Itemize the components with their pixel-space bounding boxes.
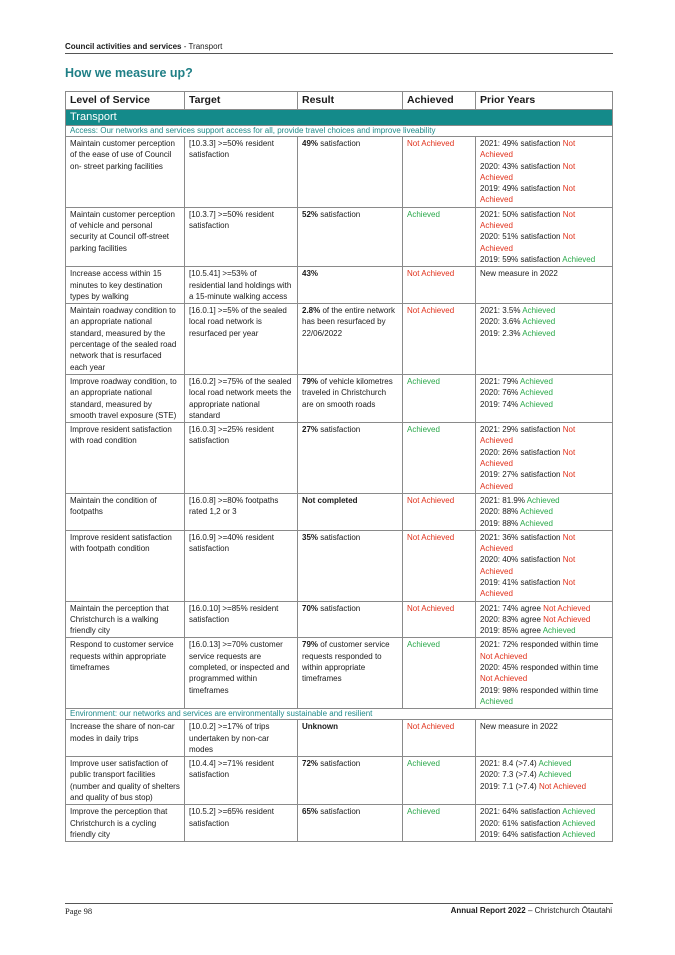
prior-year-text: 2019: 88% — [480, 518, 521, 528]
cell-target: [10.5.2] >=65% resident satisfaction — [185, 805, 298, 842]
achieved-status: Not Achieved — [407, 306, 455, 316]
prior-year-status: Achieved — [562, 807, 596, 817]
cell-level-of-service: Maintain customer perception of the ease of use of Council on- street parking facilities — [66, 137, 185, 208]
prior-year-line — [480, 268, 608, 279]
prior-year-text: 2021: 72% responded within time — [480, 640, 599, 650]
table-row — [66, 720, 613, 757]
prior-year-status: Not Achieved — [480, 184, 576, 205]
result-text: satisfaction — [318, 209, 361, 219]
prior-year-text: 2019: 27% satisfaction — [480, 470, 563, 480]
result-text: of customer service requests responded to within appropriate timeframes — [302, 640, 390, 684]
footer-place: Christchurch Ōtautahi — [534, 906, 612, 915]
cell-level-of-service: Maintain the condition of footpaths — [66, 493, 185, 530]
achieved-status: Not Achieved — [407, 722, 455, 732]
cell-level-of-service: Increase the share of non-car modes in daily trips — [66, 720, 185, 757]
prior-year-text: 2021: 81.9% — [480, 495, 527, 505]
table-row — [66, 137, 613, 208]
header-divider — [65, 53, 613, 54]
cell-target: [16.0.10] >=85% resident satisfaction — [185, 601, 298, 638]
table-row — [66, 304, 613, 375]
prior-year-text: 2021: 64% satisfaction — [480, 807, 563, 817]
prior-year-text: 2020: 45% responded within time — [480, 663, 599, 673]
prior-year-status: Not Achieved — [480, 232, 576, 253]
cell-achieved — [403, 137, 476, 208]
prior-year-text: 2019: 85% agree — [480, 626, 543, 636]
prior-year-line — [480, 532, 608, 555]
prior-year-text: 2019: 7.1 (>7.4) — [480, 781, 539, 791]
prior-year-line — [480, 518, 608, 529]
cell-result — [298, 805, 403, 842]
prior-year-line — [480, 625, 608, 636]
cell-level-of-service: Improve the perception that Christchurch is a cycling friendly city — [66, 805, 185, 842]
cell-achieved — [403, 374, 476, 422]
footer-separator: – — [525, 906, 535, 915]
cell-result — [298, 207, 403, 266]
prior-year-text: 2020: 76% — [480, 388, 521, 398]
prior-year-text: 2021: 79% — [480, 376, 521, 386]
table-row — [66, 530, 613, 601]
result-value: 43% — [302, 269, 319, 279]
group-heading: Environment: our networks and services are environmentally sustainable and resilient — [66, 709, 613, 720]
achieved-status: Achieved — [407, 209, 440, 219]
prior-year-text: 2019: 98% responded within time — [480, 685, 599, 695]
table-row — [66, 638, 613, 709]
running-header — [65, 42, 612, 51]
prior-year-line — [480, 305, 608, 316]
cell-target: [16.0.1] >=5% of the sealed local road network is resurfaced per year — [185, 304, 298, 375]
cell-target: [10.0.2] >=17% of trips undertaken by non-car modes — [185, 720, 298, 757]
prior-year-status: Not Achieved — [480, 447, 576, 469]
prior-year-text: 2020: 61% satisfaction — [480, 818, 563, 828]
cell-target: [16.0.3] >=25% resident satisfaction — [185, 423, 298, 494]
prior-year-line — [480, 781, 608, 792]
cell-level-of-service: Maintain roadway condition to an appropriate national standard, measured by the percentage of the sealed road network that is resurfaced each year — [66, 304, 185, 375]
group-heading-row — [66, 126, 613, 137]
cell-prior-years — [476, 757, 613, 805]
cell-prior-years — [476, 374, 613, 422]
prior-year-text: New measure in 2022 — [480, 269, 558, 279]
cell-prior-years — [476, 638, 613, 709]
prior-year-status: Achieved — [520, 507, 553, 517]
prior-year-status: Achieved — [542, 626, 576, 636]
cell-achieved — [403, 493, 476, 530]
cell-level-of-service: Improve user satisfaction of public transport facilities (number and quality of shelters and quality of bus stop) — [66, 757, 185, 805]
prior-year-text: 2021: 74% agree — [480, 603, 544, 613]
cell-result — [298, 720, 403, 757]
achieved-status: Achieved — [407, 425, 440, 435]
cell-target: [10.3.3] >=50% resident satisfaction — [185, 137, 298, 208]
prior-year-status: Achieved — [520, 376, 553, 386]
table-row — [66, 207, 613, 266]
cell-prior-years — [476, 267, 613, 304]
prior-year-status: Achieved — [538, 770, 572, 780]
cell-prior-years — [476, 304, 613, 375]
table-row — [66, 601, 613, 638]
cell-level-of-service: Respond to customer service requests within appropriate timeframes — [66, 638, 185, 709]
table-row — [66, 493, 613, 530]
prior-year-status: Achieved — [526, 495, 560, 505]
prior-year-text: 2020: 51% satisfaction — [480, 232, 563, 242]
col-header-prior-years: Prior Years — [476, 92, 613, 110]
prior-year-text: 2021: 8.4 (>7.4) — [480, 759, 539, 769]
prior-year-line — [480, 614, 608, 625]
result-text: of vehicle kilometres traveled in Christchurch are on smooth roads — [302, 376, 393, 409]
result-value: 79% — [302, 376, 319, 386]
cell-prior-years — [476, 805, 613, 842]
prior-year-status: Achieved — [522, 317, 556, 327]
prior-year-line — [480, 376, 608, 387]
col-header-level-of-service: Level of Service — [66, 92, 185, 110]
prior-year-line — [480, 769, 608, 780]
prior-year-line — [480, 447, 608, 470]
cell-target: [16.0.8] >=80% footpaths rated 1,2 or 3 — [185, 493, 298, 530]
prior-year-status: Achieved — [562, 829, 596, 839]
cell-level-of-service: Maintain customer perception of vehicle and personal security at Council off-street parking facilities — [66, 207, 185, 266]
prior-year-status: Achieved — [522, 306, 556, 316]
prior-year-line — [480, 639, 608, 662]
result-text: satisfaction — [318, 603, 361, 613]
cell-level-of-service: Maintain the perception that Christchurch is a walking friendly city — [66, 601, 185, 638]
result-value: Not completed — [302, 495, 358, 505]
achieved-status: Not Achieved — [407, 269, 455, 279]
prior-year-text: 2019: 2.3% — [480, 328, 523, 338]
col-header-achieved: Achieved — [403, 92, 476, 110]
prior-year-line — [480, 506, 608, 517]
cell-prior-years — [476, 423, 613, 494]
result-value: 2.8% — [302, 306, 321, 316]
prior-year-line — [480, 603, 608, 614]
group-heading: Access: Our networks and services support access for all, provide travel choices and improve liveability — [66, 126, 613, 137]
prior-year-line — [480, 387, 608, 398]
cell-target: [10.5.41] >=53% of residential land holdings with a 15-minute walking access — [185, 267, 298, 304]
cell-level-of-service: Increase access within 15 minutes to key destination types by walking — [66, 267, 185, 304]
footer-report: Annual Report 2022 — [450, 906, 526, 915]
prior-year-status: Achieved — [538, 759, 572, 769]
cell-result — [298, 601, 403, 638]
cell-achieved — [403, 601, 476, 638]
prior-year-status: Not Achieved — [480, 425, 576, 446]
achieved-status: Achieved — [407, 376, 440, 386]
achieved-status: Achieved — [407, 640, 440, 650]
cell-achieved — [403, 207, 476, 266]
cell-achieved — [403, 267, 476, 304]
prior-year-text: 2019: 64% satisfaction — [480, 829, 563, 839]
result-value: 72% — [302, 759, 319, 769]
cell-target: [16.0.13] >=70% customer service requests are completed, or inspected and programmed within timeframes — [185, 638, 298, 709]
prior-year-status: Not Achieved — [480, 555, 576, 576]
prior-year-status: Not Achieved — [543, 603, 591, 613]
prior-year-text: 2020: 40% satisfaction — [480, 555, 563, 565]
result-value: 52% — [302, 209, 319, 219]
prior-year-text: 2020: 43% satisfaction — [480, 161, 563, 171]
prior-year-status: Achieved — [562, 818, 596, 828]
cell-achieved — [403, 805, 476, 842]
prior-year-line — [480, 183, 608, 206]
prior-year-text: 2021: 3.5% — [480, 306, 523, 316]
cell-achieved — [403, 530, 476, 601]
table-header-row — [66, 92, 613, 110]
prior-year-line — [480, 138, 608, 161]
result-value: 49% — [302, 139, 319, 148]
result-value: 70% — [302, 603, 319, 613]
header-section: Council activities and services — [65, 42, 182, 51]
prior-year-text: 2019: 41% satisfaction — [480, 577, 563, 587]
cell-achieved — [403, 423, 476, 494]
cell-prior-years — [476, 207, 613, 266]
footer-report-title — [451, 906, 612, 915]
prior-year-status: Not Achieved — [480, 209, 576, 231]
cell-result — [298, 493, 403, 530]
achieved-status: Not Achieved — [407, 532, 455, 542]
table-row — [66, 423, 613, 494]
prior-year-text: 2020: 7.3 (>7.4) — [480, 770, 539, 780]
prior-year-text: 2019: 59% satisfaction — [480, 254, 563, 264]
prior-year-line — [480, 399, 608, 410]
result-value: 27% — [302, 425, 319, 435]
prior-year-text: 2019: 49% satisfaction — [480, 184, 563, 194]
group-heading-row — [66, 709, 613, 720]
achieved-status: Achieved — [407, 759, 440, 769]
cell-prior-years — [476, 530, 613, 601]
cell-achieved — [403, 757, 476, 805]
prior-year-line — [480, 316, 608, 327]
result-text: of the entire network has been resurfaced by 22/06/2022 — [302, 306, 395, 338]
prior-year-text: 2021: 49% satisfaction — [480, 139, 563, 148]
result-text: satisfaction — [318, 425, 361, 435]
result-value: Unknown — [302, 722, 338, 732]
prior-year-status: Not Achieved — [480, 577, 576, 599]
prior-year-status: Not Achieved — [480, 470, 576, 491]
prior-year-line — [480, 829, 608, 840]
prior-year-status: Achieved — [520, 399, 553, 409]
cell-result — [298, 137, 403, 208]
prior-year-line — [480, 662, 608, 685]
prior-year-status: Achieved — [520, 388, 553, 398]
cell-result — [298, 267, 403, 304]
cell-level-of-service: Improve resident satisfaction with road condition — [66, 423, 185, 494]
cell-target: [10.4.4] >=71% resident satisfaction — [185, 757, 298, 805]
cell-target: [16.0.2] >=75% of the sealed local road network meets the appropriate national standard — [185, 374, 298, 422]
prior-year-status: Not Achieved — [480, 532, 576, 554]
prior-year-text: 2021: 50% satisfaction — [480, 209, 563, 219]
cell-result — [298, 304, 403, 375]
category-band: Transport — [66, 110, 613, 126]
measures-table — [65, 91, 613, 842]
prior-year-status: Achieved — [520, 518, 553, 528]
prior-year-status: Not Achieved — [480, 674, 528, 684]
prior-year-line — [480, 685, 608, 708]
cell-result — [298, 638, 403, 709]
table-row — [66, 374, 613, 422]
prior-year-line — [480, 254, 608, 265]
achieved-status: Not Achieved — [407, 603, 455, 613]
cell-target: [16.0.9] >=40% resident satisfaction — [185, 530, 298, 601]
section-title: How we measure up? — [65, 66, 193, 80]
prior-year-line — [480, 161, 608, 184]
cell-level-of-service: Improve resident satisfaction with footpath condition — [66, 530, 185, 601]
prior-year-status: Not Achieved — [480, 161, 576, 182]
prior-year-line — [480, 806, 608, 817]
prior-year-status: Achieved — [480, 696, 513, 706]
prior-year-status: Not Achieved — [480, 139, 576, 160]
prior-year-text: 2020: 3.6% — [480, 317, 523, 327]
prior-year-text: 2021: 29% satisfaction — [480, 425, 563, 435]
prior-year-line — [480, 469, 608, 492]
result-text: satisfaction — [318, 807, 361, 817]
prior-year-line — [480, 495, 608, 506]
result-text: satisfaction — [318, 759, 361, 769]
prior-year-line — [480, 818, 608, 829]
footer-divider — [65, 903, 613, 904]
cell-level-of-service: Improve roadway condition, to an appropriate national standard, measured by smooth travel exposure (STE) — [66, 374, 185, 422]
cell-result — [298, 423, 403, 494]
prior-year-line — [480, 328, 608, 339]
header-subsection: Transport — [188, 42, 223, 51]
cell-result — [298, 374, 403, 422]
prior-year-status: Not Achieved — [543, 614, 591, 624]
achieved-status: Not Achieved — [407, 495, 455, 505]
prior-year-text: 2020: 88% — [480, 507, 521, 517]
cell-prior-years — [476, 720, 613, 757]
table-row — [66, 267, 613, 304]
prior-year-text: 2020: 26% satisfaction — [480, 447, 563, 457]
cell-result — [298, 530, 403, 601]
prior-year-status: Achieved — [522, 328, 556, 338]
prior-year-line — [480, 209, 608, 232]
cell-prior-years — [476, 137, 613, 208]
cell-achieved — [403, 638, 476, 709]
prior-year-text: 2019: 74% — [480, 399, 521, 409]
category-band-row — [66, 110, 613, 126]
result-text: satisfaction — [318, 532, 361, 542]
prior-year-line — [480, 424, 608, 447]
prior-year-line — [480, 721, 608, 732]
prior-year-status: Not Achieved — [538, 781, 587, 791]
result-value: 65% — [302, 807, 319, 817]
achieved-status: Achieved — [407, 807, 440, 817]
result-value: 35% — [302, 532, 319, 542]
result-value: 79% — [302, 640, 319, 650]
prior-year-line — [480, 758, 608, 769]
prior-year-line — [480, 554, 608, 577]
cell-prior-years — [476, 493, 613, 530]
prior-year-text: New measure in 2022 — [480, 722, 558, 732]
cell-target: [10.3.7] >=50% resident satisfaction — [185, 207, 298, 266]
col-header-result: Result — [298, 92, 403, 110]
table-row — [66, 757, 613, 805]
achieved-status: Not Achieved — [407, 139, 455, 148]
result-text: satisfaction — [318, 139, 361, 148]
cell-achieved — [403, 720, 476, 757]
prior-year-status: Not Achieved — [480, 651, 528, 661]
prior-year-status: Achieved — [562, 254, 596, 264]
cell-result — [298, 757, 403, 805]
header-separator: - — [181, 42, 189, 51]
cell-prior-years — [476, 601, 613, 638]
prior-year-line — [480, 577, 608, 600]
page-number: Page 98 — [65, 906, 93, 916]
col-header-target: Target — [185, 92, 298, 110]
prior-year-line — [480, 231, 608, 254]
table-row — [66, 805, 613, 842]
prior-year-text: 2020: 83% agree — [480, 614, 544, 624]
prior-year-text: 2021: 36% satisfaction — [480, 532, 563, 542]
cell-achieved — [403, 304, 476, 375]
